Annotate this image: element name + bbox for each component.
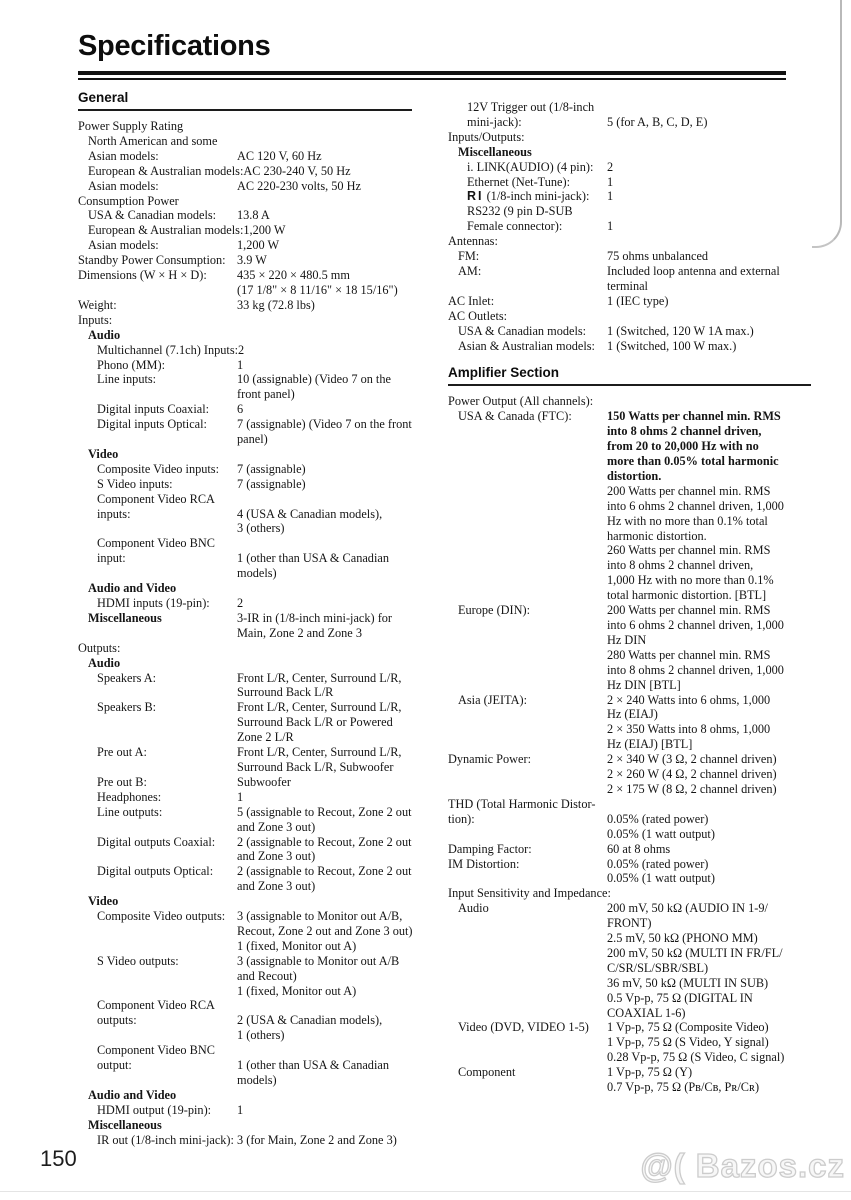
spec-row [448,886,812,901]
spec-value: 10 (assignable) (Video 7 on the front panel) [237,372,391,402]
spec-label: Audio and Video [88,581,177,596]
spec-row [78,998,438,1013]
spec-row [78,954,438,999]
spec-row [78,536,438,551]
spec-value: AC 220-230 volts, 50 Hz [237,178,361,193]
spec-value: Included loop antenna and external terminal [607,263,780,293]
spec-row [448,160,812,175]
spec-label: FM: [458,249,480,264]
spec-row [78,1103,438,1118]
spec-row [448,294,812,309]
spec-label: Europe (DIN): [458,603,531,618]
spec-label: Power Output (All channels): [448,394,594,409]
spec-row [448,1065,812,1095]
spec-row [78,238,438,253]
spec-row [448,309,812,324]
spec-label: S Video inputs: [97,476,173,491]
spec-row [448,339,812,354]
spec-value: 7 (assignable) [237,461,306,476]
spec-label: Asian models: [88,148,159,163]
page-title: Specifications [78,30,271,62]
spec-value: 150 Watts per channel min. RMS into 8 ohms 2 channel driven, from 20 to 20,000 Hz with no more than 0.05% total harmonic distortion. [607,409,781,483]
spec-label: Multichannel (7.1ch) Inputs: [97,342,239,357]
spec-row [78,417,438,447]
section-header: Amplifier Section [448,365,560,381]
spec-row [78,596,438,611]
spec-value: 1 [607,189,614,204]
spec-label: Speakers A: [97,670,157,685]
spec-label: Power Supply Rating [78,119,184,133]
spec-row [78,223,438,238]
spec-value: 200 Watts per channel min. RMS into 6 ohms 2 channel driven, 1,000 Hz DIN 280 Watts per channel min. RMS into 8 ohms 2 channel driven, 1,000 Hz DIN [BTL] [607,603,784,692]
spec-row [78,253,438,268]
spec-row [78,179,438,194]
spec-value: 5 (assignable to Recout, Zone 2 out and Zone 3 out) [237,804,412,834]
spec-value: AC 230-240 V, 50 Hz [243,163,351,178]
spec-label: Composite Video inputs: [97,461,220,476]
spec-row [78,134,438,149]
spec-value: 0.05% (rated power) 0.05% (1 watt output) [607,856,715,886]
spec-row [448,249,812,264]
spec-row [78,1118,438,1133]
spec-value: 1 (other than USA & Canadian models) [237,1058,389,1087]
spec-row [448,115,812,130]
spec-row [448,130,812,145]
spec-label: Inputs: [78,312,113,327]
spec-row [448,752,812,797]
spec-value: 2 [238,342,245,357]
spec-label: outputs: [97,1013,137,1028]
spec-label: Weight: [78,297,117,312]
bottom-hairline [0,1191,851,1192]
spec-label: Audio [88,327,121,342]
spec-label: Component Video BNC [97,536,215,551]
spec-row [448,100,812,115]
spec-value: 60 at 8 ohms [607,841,671,856]
spec-value: 13.8 A [237,208,270,223]
spec-label: Phono (MM): [97,357,165,372]
spec-value: 1 [237,789,244,804]
spec-label: Dimensions (W × H × D): [78,268,207,283]
spec-label: i. LINK(AUDIO) (4 pin): [467,159,594,174]
spec-value: 1,200 W [243,223,286,238]
spec-value: 200 mV, 50 kΩ (AUDIO IN 1-9/ FRONT) 2.5 mV, 50 kΩ (PHONO MM) 200 mV, 50 kΩ (MULTI IN FR/FL/ C/SR/SL/SBR/SBL) 36 mV, 50 kΩ (MULTI IN SUB) 0.5 Vp-p, 75 Ω (DIGITAL IN COAXIAL 1-6) [607,901,783,1020]
spec-label: output: [97,1058,132,1073]
spec-label: Composite Video outputs: [97,909,226,924]
spec-label: Component [458,1065,516,1080]
spec-row [78,1088,438,1103]
spec-value: 1 Vp-p, 75 Ω (Y) 0.7 Vp-p, 75 Ω (Pʙ/Cʙ, Pʀ/Cʀ) [607,1065,760,1095]
spec-label: Digital inputs Optical: [97,417,207,432]
spec-row [78,551,438,581]
spec-row [448,204,812,219]
spec-label: Video (DVD, VIDEO 1-5) [458,1020,589,1035]
spec-label: USA & Canadian models: [458,323,587,338]
spec-row [78,208,438,223]
spec-label: THD (Total Harmonic Distor- [448,796,596,811]
ri-logo-icon: RI [467,189,484,204]
spec-value: AC 120 V, 60 Hz [237,148,322,163]
spec-label: Asian models: [88,238,159,253]
spec-label: Digital outputs Optical: [97,864,214,879]
spec-label: HDMI inputs (19-pin): [97,596,210,610]
spec-row [78,477,438,492]
spec-label: Audio [458,901,489,916]
spec-row [78,1133,438,1148]
spec-label: input: [97,551,126,566]
spec-row [78,864,438,894]
spec-row [78,313,438,328]
spec-label: Input Sensitivity and Impedance: [448,886,611,901]
spec-label: Female connector): [467,219,563,234]
spec-row [78,775,438,790]
right-column [448,100,812,1095]
spec-label: Asian models: [88,178,159,193]
spec-label: Miscellaneous [88,610,162,625]
spec-label: Component Video RCA [97,998,215,1013]
spec-label: Audio and Video [88,1087,177,1102]
spec-label: Asia (JEITA): [458,692,528,707]
spec-label: Component Video RCA [97,491,215,506]
spec-row [448,484,812,603]
spec-value: 2 × 340 W (3 Ω, 2 channel driven) 2 × 260 W (4 Ω, 2 channel driven) 2 × 175 W (8 Ω, 2 channel driven) [607,752,777,796]
spec-value: Subwoofer [237,774,291,789]
spec-row [78,164,438,179]
spec-value: 75 ohms unbalanced [607,249,709,264]
spec-value: Front L/R, Center, Surround L/R, Surround Back L/R or Powered Zone 2 L/R [237,700,402,745]
spec-label: North American and some [88,133,218,148]
spec-label: mini-jack): [467,114,522,129]
spec-label: Antennas: [448,234,498,249]
spec-row [78,268,438,298]
spec-label: Digital inputs Coaxial: [97,402,210,417]
spec-value: 2 (assignable to Recout, Zone 2 out and Zone 3 out) [237,834,412,864]
spec-row [78,119,438,134]
scan-artifact-bracket [812,0,842,248]
spec-value: 1 (Switched, 100 W max.) [607,338,737,353]
spec-value: 4 (USA & Canadian models), 3 (others) [237,506,383,536]
spec-row [78,507,438,537]
spec-label: S Video outputs: [97,953,179,968]
spec-label: Damping Factor: [448,841,532,856]
bazos-watermark: @( Bazos.cz [640,1147,845,1184]
spec-value: 0.05% (rated power) 0.05% (1 watt output) [607,811,715,841]
spec-value: 33 kg (72.8 lbs) [237,297,315,312]
spec-row [448,219,812,234]
spec-value: 1 (other than USA & Canadian models) [237,551,389,581]
spec-value: 2 [237,596,244,610]
page-number: 150 [40,1146,77,1171]
spec-label: USA & Canada (FTC): [458,409,572,424]
spec-label: Pre out A: [97,745,147,760]
spec-row [78,745,438,775]
spec-value: 1 [237,357,244,372]
spec-row [78,328,438,343]
spec-value: 7 (assignable) [237,476,306,491]
spec-row [78,1058,438,1088]
spec-row [78,656,438,671]
spec-row [448,1020,812,1065]
spec-row [448,693,812,753]
spec-row [448,145,812,160]
spec-row [448,842,812,857]
spec-value: 1,200 W [237,238,280,253]
spec-row [78,194,438,209]
spec-row [448,901,812,1020]
spec-label: 12V Trigger out (1/8-inch [467,100,595,114]
left-column [78,90,438,1148]
spec-label: Component Video BNC [97,1043,215,1058]
spec-row [78,372,438,402]
spec-row [78,298,438,313]
spec-value: 7 (assignable) (Video 7 on the front panel) [237,417,412,447]
spec-label: IR out (1/8-inch mini-jack): [97,1132,234,1147]
spec-value: 2 (assignable to Recout, Zone 2 out and Zone 3 out) [237,864,412,894]
spec-row [448,175,812,190]
spec-row [78,805,438,835]
spec-value: 3 (assignable to Monitor out A/B and Recout) 1 (fixed, Monitor out A) [237,953,400,998]
spec-label: Miscellaneous [88,1117,162,1132]
section-header: General [78,90,129,105]
spec-label: Miscellaneous [458,144,532,159]
spec-row [78,1043,438,1058]
spec-row [78,909,438,954]
spec-value: Front L/R, Center, Surround L/R, Surround Back L/R, Subwoofer [237,745,402,774]
spec-label: Video [88,894,119,909]
spec-row [448,603,812,692]
spec-row [448,812,812,842]
spec-label: Inputs/Outputs: [448,129,525,144]
spec-row [78,581,438,596]
spec-row [448,409,812,484]
title-rule [78,71,786,80]
spec-label: AC Outlets: [448,308,508,323]
spec-value: 3.9 W [237,253,267,268]
spec-value: 1 (IEC type) [607,293,669,308]
spec-row [78,149,438,164]
spec-label: Asian & Australian models: [458,338,595,353]
spec-value: 200 Watts per channel min. RMS into 6 ohms 2 channel driven, 1,000 Hz with no more than 0.1% total harmonic distortion. 260 Watts per channel min. RMS into 8 ohms 2 channel driven, 1,000 Hz with no more than 0.1% total harmonic distortion. [BTL] [607,483,784,603]
spec-value: 1 (Switched, 120 W 1A max.) [607,323,754,338]
spec-value: 435 × 220 × 480.5 mm (17 1/8" × 8 11/16" × 18 15/16") [237,268,398,297]
spec-label: Ethernet (Net-Tune): [467,174,571,189]
spec-label: European & Australian models: [88,163,244,178]
spec-label: Dynamic Power: [448,752,531,767]
spec-label: RI (1/8-inch mini-jack): [467,189,590,204]
spec-value: 1 [607,174,614,189]
spec-row [78,790,438,805]
spec-value: 3 (assignable to Monitor out A/B, Recout, Zone 2 out and Zone 3 out) 1 (fixed, Monitor out A) [237,909,413,953]
spec-row [78,835,438,865]
spec-row [78,700,438,745]
spec-row [78,894,438,909]
spec-label: Outputs: [78,640,121,655]
spec-label: Digital outputs Coaxial: [97,834,216,849]
spec-label: Consumption Power [78,193,179,208]
spec-value: 1 Vp-p, 75 Ω (Composite Video) 1 Vp-p, 75 Ω (S Video, Y signal) 0.28 Vp-p, 75 Ω (S Video, C signal) [607,1020,785,1065]
spec-row [78,343,438,358]
spec-row [78,358,438,373]
spec-label: tion): [448,811,475,826]
spec-label: Headphones: [97,789,162,804]
spec-row [78,641,438,656]
spec-label: RS232 (9 pin D-SUB [467,204,573,219]
spec-label: Line outputs: [97,804,163,819]
spec-label: HDMI output (19-pin): [97,1102,212,1117]
spec-label: IM Distortion: [448,856,520,871]
spec-label: Video [88,446,119,461]
spec-value: 2 [607,159,614,174]
spec-value: 3 (for Main, Zone 2 and Zone 3) [237,1132,397,1147]
spec-value: 2 × 240 Watts into 6 ohms, 1,000 Hz (EIAJ) 2 × 350 Watts into 8 ohms, 1,000 Hz (EIAJ) [BTL] [607,692,771,752]
spec-label: Speakers B: [97,700,157,715]
spec-label: Standby Power Consumption: [78,253,226,268]
spec-label: Audio [88,655,121,670]
spec-row [78,611,438,641]
spec-value: 3-IR in (1/8-inch mini-jack) for Main, Zone 2 and Zone 3 [237,610,393,640]
spec-row [448,797,812,812]
spec-row [448,324,812,339]
spec-value: 1 [237,1102,244,1117]
spec-row [448,189,812,204]
spec-row [78,462,438,477]
section-rule [78,109,412,111]
spec-value: Front L/R, Center, Surround L/R, Surround Back L/R [237,670,402,700]
spec-label: Pre out B: [97,774,147,789]
spec-label: Line inputs: [97,372,157,387]
spec-value: 2 (USA & Canadian models), 1 (others) [237,1013,383,1043]
spec-label: AC Inlet: [448,293,495,308]
spec-row [448,394,812,409]
spec-value: 6 [237,402,244,417]
spec-row [78,402,438,417]
spec-label: European & Australian models: [88,223,244,238]
spec-label: USA & Canadian models: [88,208,217,223]
spec-label: inputs: [97,506,131,521]
spec-row [78,492,438,507]
spec-row [448,857,812,887]
spec-row [448,264,812,294]
spec-row [448,234,812,249]
spec-row [78,1013,438,1043]
spec-label: AM: [458,263,482,278]
spec-value: 5 (for A, B, C, D, E) [607,114,708,129]
spec-row [78,447,438,462]
section-rule [448,384,811,386]
spec-row [78,671,438,701]
spec-value: 1 [607,219,614,234]
